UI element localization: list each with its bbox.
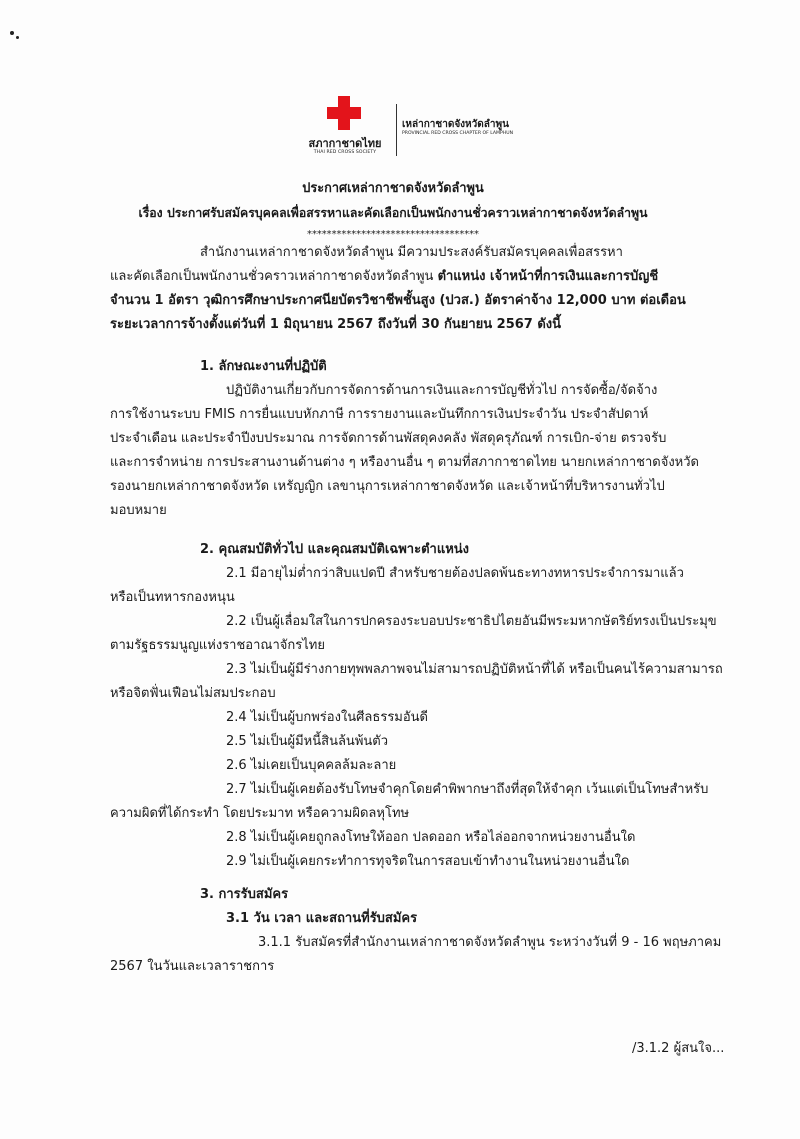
qualification-item: ตามรัฐธรรมนูญแห่งราชอาณาจักรไทย [110,638,325,653]
qualification-item: หรือเป็นทหารกองหนุน [110,590,235,605]
qualification-item: 2.1 มีอายุไม่ต่ำกว่าสิบแปดปี สำหรับชายต้องปลดพ้นธะทางทหารประจำการมาแล้ว [226,566,684,581]
qualification-item: ความผิดที่ได้กระทำ โดยประมาท หรือความผิดลหุโทษ [110,806,410,821]
section-1-line: การใช้งานระบบ FMIS การยื่นแบบหักภาษี การรายงานและบันทึกการเงินประจำวัน ประจำสัปดาห์ [110,407,649,422]
chapter-name-en: PROVINCIAL RED CROSS CHAPTER OF LAMPHUN [402,131,514,136]
announcement-subject: เรื่อง ประกาศรับสมัครบุคคลเพื่อสรรหาและคัดเลือกเป็นพนักงานชั่วคราวเหล่ากาชาดจังหวัดลำพูน [138,205,648,220]
scan-speck [16,36,19,39]
section-3-1-1-line: 2567 ในวันและเวลาราชการ [110,959,275,974]
qualification-item: 2.3 ไม่เป็นผู้มีร่างกายทุพพลภาพจนไม่สามารถปฏิบัติหน้าที่ได้ หรือเป็นคนไร้ความสามารถ [226,662,723,677]
intro-line-2 [110,268,658,286]
intro-line-2-text: และคัดเลือกเป็นพนักงานชั่วคราวเหล่ากาชาดจังหวัดลำพูน [110,269,434,284]
chapter-name-th: เหล่ากาชาดจังหวัดลำพูน [402,119,509,130]
announcement-title: ประกาศเหล่ากาชาดจังหวัดลำพูน [302,181,484,196]
section-1-line: รองนายกเหล่ากาชาดจังหวัด เหรัญญิก เลขานุการเหล่ากาชาดจังหวัด และเจ้าหน้าที่บริหารงานทั่วไป [110,479,665,494]
qualification-item: 2.6 ไม่เคยเป็นบุคคลล้มละลาย [226,758,397,773]
section-3-1-heading: 3.1 วัน เวลา และสถานที่รับสมัคร [226,911,418,926]
section-3-heading: 3. การรับสมัคร [200,887,289,902]
org-name-th: สภากาชาดไทย [308,137,382,150]
header-divider: *********************************** [307,229,479,240]
section-1-line: และการจำหน่าย การประสานงานด้านต่าง ๆ หรืองานอื่น ๆ ตามที่สภากาชาดไทย นายกเหล่ากาชาดจังหวัด [110,455,699,470]
red-cross-logo-icon [327,96,361,130]
qualification-item: 2.8 ไม่เป็นผู้เคยถูกลงโทษให้ออก ปลดออก หรือไล่ออกจากหน่วยงานอื่นใด [226,830,636,845]
section-2-heading: 2. คุณสมบัติทั่วไป และคุณสมบัติเฉพาะตำแหน่ง [200,542,470,557]
salary-rate: อัตราค่าจ้าง 12,000 บาท ต่อเดือน [484,293,686,308]
quota-and-qualification: จำนวน 1 อัตรา วุฒิการศึกษาประกาศนียบัตรวิชาชีพชั้นสูง (ปวส.) [110,293,480,308]
section-1-line: ประจำเดือน และประจำปีงบประมาณ การจัดการด้านพัสดุคงคลัง พัสดุครุภัณฑ์ การเบิก-จ่าย ตรวจรับ [110,431,667,446]
section-3-1-1-line: 3.1.1 รับสมัครที่สำนักงานเหล่ากาชาดจังหวัดลำพูน ระหว่างวันที่ 9 - 16 พฤษภาคม [258,935,722,950]
qualification-item: หรือจิตฟั่นเฟือนไม่สมประกอบ [110,686,276,701]
qualification-item: 2.4 ไม่เป็นผู้บกพร่องในศีลธรรมอันดี [226,710,429,725]
section-1-line: ปฏิบัติงานเกี่ยวกับการจัดการด้านการเงินและการบัญชีทั่วไป การจัดซื้อ/จัดจ้าง [226,383,658,398]
position-title: ตำแหน่ง เจ้าหน้าที่การเงินและการบัญชี [437,269,659,284]
employment-period: ระยะเวลาการจ้างตั้งแต่วันที่ 1 มิถุนายน 2567 ถึงวันที่ 30 กันยายน 2567 ดังนี้ [110,317,562,332]
intro-line-3 [110,292,686,310]
scan-speck [10,31,14,35]
qualification-item: 2.2 เป็นผู้เลื่อมใสในการปกครองระบอบประชาธิปไตยอันมีพระมหากษัตริย์ทรงเป็นประมุข [226,614,717,629]
logo-divider [396,104,397,156]
qualification-item: 2.7 ไม่เป็นผู้เคยต้องรับโทษจำคุกโดยคำพิพากษาถึงที่สุดให้จำคุก เว้นแต่เป็นโทษสำหรับ [226,782,709,797]
section-1-line: มอบหมาย [110,503,167,518]
section-1-heading: 1. ลักษณะงานที่ปฏิบัติ [200,359,327,374]
qualification-item: 2.5 ไม่เป็นผู้มีหนี้สินล้นพ้นตัว [226,734,389,749]
qualification-item: 2.9 ไม่เป็นผู้เคยกระทำการทุจริตในการสอบเข้าทำงานในหน่วยงานอื่นใด [226,854,630,869]
page-continuation: /3.1.2 ผู้สนใจ... [632,1041,725,1056]
intro-line-1: สำนักงานเหล่ากาชาดจังหวัดลำพูน มีความประสงค์รับสมัครบุคคลเพื่อสรรหา [200,245,623,260]
org-name-en: THAI RED CROSS SOCIETY [313,150,377,155]
